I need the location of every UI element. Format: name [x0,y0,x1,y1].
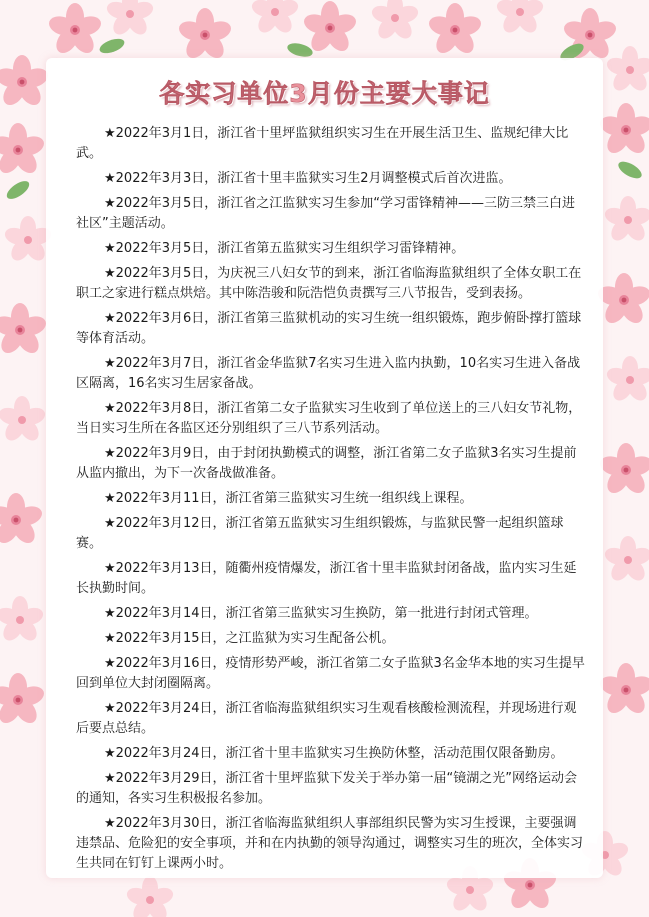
event-item: ★2022年3月5日，浙江省第五监狱实习生组织学习雷锋精神。 [104,241,465,256]
event-item: ★2022年3月12日，浙江省第五监狱实习生组织锻炼，与监狱民警一起组织篮球赛。 [76,516,564,551]
event-item: ★2022年3月11日，浙江省第三监狱实习生统一组织线上课程。 [104,491,473,506]
event-item: ★2022年3月7日，浙江省金华监狱7名实习生进入监内执勤，10名实习生进入备战区隔离，16名实习生居家备战。 [76,356,581,391]
event-item: ★2022年3月30日，浙江省临海监狱组织人事部组织民警为实习生授课，主要强调违禁品、危险犯的安全事项，并和在内执勤的领导沟通过，调整实习生的班次，全体实习生共同在钉钉上课两小时。 [76,816,584,871]
event-item: ★2022年3月24日，浙江省临海监狱组织实习生观看核酸检测流程，并现场进行观后要点总结。 [76,701,577,736]
events-list [76,124,586,879]
event-item: ★2022年3月24日，浙江省十里丰监狱实习生换防休整，活动范围仅限备勤房。 [104,746,564,761]
event-item: ★2022年3月1日，浙江省十里坪监狱组织实习生在开展生活卫生、监规纪律大比武。 [76,126,569,161]
event-item: ★2022年3月13日，随衢州疫情爆发，浙江省十里丰监狱封闭备战，监内实习生延长执勤时间。 [76,561,577,596]
event-item: ★2022年3月6日，浙江省第三监狱机动的实习生统一组织锻炼，跑步俯卧撑打篮球等体育活动。 [76,311,582,346]
event-item: ★2022年3月8日，浙江省第二女子监狱实习生收到了单位送上的三八妇女节礼物，当日实习生所在各监区还分别组织了三八节系列活动。 [76,401,582,436]
event-item: ★2022年3月3日，浙江省十里丰监狱实习生2月调整模式后首次进监。 [104,171,512,186]
event-item: ★2022年3月15日，之江监狱为实习生配备公机。 [104,631,395,646]
event-item: ★2022年3月5日，为庆祝三八妇女节的到来，浙江省临海监狱组织了全体女职工在职工之家进行糕点烘焙。其中陈浩骏和阮浩恺负责撰写三八节报告，受到表扬。 [76,266,582,301]
event-item: ★2022年3月5日，浙江省之江监狱实习生参加“学习雷锋精神——三防三禁三白进社区”主题活动。 [76,196,576,231]
page-title: 各实习单位3月份主要大事记 [159,79,490,108]
event-item: ★2022年3月14日，浙江省第三监狱实习生换防，第一批进行封闭式管理。 [104,606,538,621]
event-item: ★2022年3月9日，由于封闭执勤模式的调整，浙江省第二女子监狱3名实习生提前从监内撤出，为下一次备战做准备。 [76,446,577,481]
event-item: ★2022年3月16日，疫情形势严峻，浙江省第二女子监狱3名金华本地的实习生提早回到单位大封闭圈隔离。 [76,656,585,691]
event-item: ★2022年3月29日，浙江省十里坪监狱下发关于举办第一届“镜湖之光”网络运动会的通知，各实习生积极报名参加。 [76,771,578,806]
